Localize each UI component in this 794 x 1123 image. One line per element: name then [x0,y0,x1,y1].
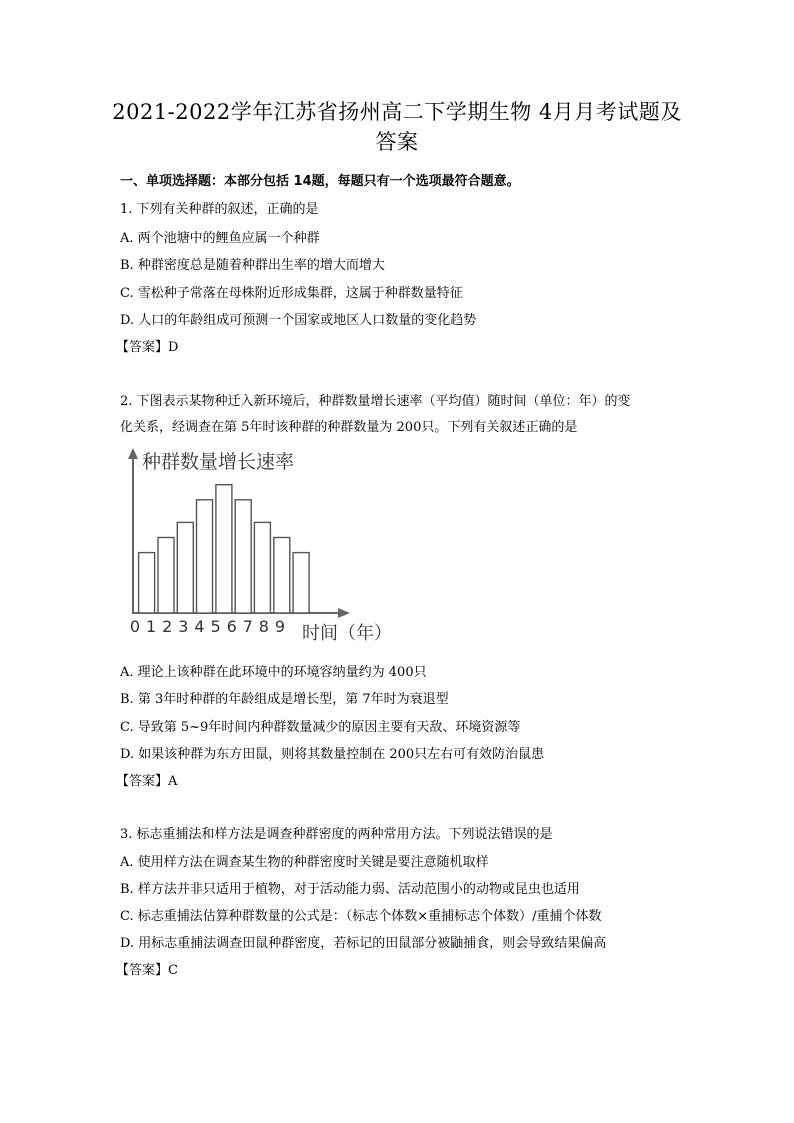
q3-option-a: A. 使用样方法在调查某生物的种群密度时关键是要注意随机取样 [120,855,489,870]
title-line-2: 答案 [375,130,419,154]
x-tick-5: 5 [210,617,221,636]
bar-year-9 [293,553,309,613]
q1-option-b: B. 种群密度总是随着种群出生率的增大而增大 [120,258,385,273]
q1-option-d: D. 人口的年龄组成可预测一个国家或地区人口数量的变化趋势 [120,313,477,328]
q3-option-d: D. 用标志重捕法调查田鼠种群密度，若标记的田鼠部分被鼬捕食，则会导致结果偏高 [120,936,607,951]
bar-year-8 [274,538,290,614]
bar-year-3 [177,522,193,613]
y-axis-label: 种群数量增长速率 [142,451,295,473]
q2-option-d: D. 如果该种群为东方田鼠，则将其数量控制在 200只左右可有效防治鼠患 [120,747,545,762]
growth-rate-chart [122,442,402,647]
x-tick-3: 3 [178,617,189,636]
bar-year-1 [139,553,155,613]
bar-year-5 [216,485,232,613]
q3-answer: 【答案】C [116,963,178,978]
bar-year-6 [235,500,251,613]
q1-stem: 1. 下列有关种群的叙述，正确的是 [120,202,319,217]
x-axis-arrow [338,608,350,618]
q2-stem-line-1: 2. 下图表示某物种迁入新环境后，种群数量增长速率（平均值）随时间（单位：年）的变 [120,394,631,409]
q1-option-c: C. 雪松种子常落在母株附近形成集群，这属于种群数量特征 [120,286,463,301]
section-heading: 一、单项选择题：本部分包括 14题，每题只有一个选项最符合题意。 [120,174,520,189]
q2-option-c: C. 导致第 5~9年时间内种群数量减少的原因主要有天敌、环境资源等 [120,720,521,735]
bar-year-7 [254,522,270,613]
x-tick-8: 8 [258,617,269,636]
bar-year-4 [197,500,213,613]
title-line-1: 2021-2022学年江苏省扬州高二下学期生物 4月月考试题及 [112,100,682,124]
x-tick-0: 0 [129,617,141,636]
q3-stem: 3. 标志重捕法和样方法是调查种群密度的两种常用方法。下列说法错误的是 [120,827,553,842]
x-tick-2: 2 [162,617,173,636]
q1-answer: 【答案】D [116,340,179,355]
x-tick-9: 9 [274,617,286,636]
q3-option-b: B. 样方法并非只适用于植物，对于活动能力弱、活动范围小的动物或昆虫也适用 [120,882,580,897]
q2-stem-line-2: 化关系，经调查在第 5年时该种群的种群数量为 200只。下列有关叙述正确的是 [120,420,578,435]
x-tick-6: 6 [226,617,237,636]
q1-option-a: A. 两个池塘中的鲤鱼应属一个种群 [120,231,320,246]
y-axis-arrow [128,448,138,459]
x-tick-1: 1 [146,617,157,636]
x-tick-7: 7 [242,617,253,636]
q2-option-b: B. 第 3年时种群的年龄组成是增长型，第 7年时为衰退型 [120,692,449,707]
x-tick-4: 4 [194,617,205,636]
document-title [60,97,734,157]
q2-option-a: A. 理论上该种群在此环境中的环境容纳量约为 400只 [120,665,427,680]
bar-year-2 [158,538,174,614]
q2-answer: 【答案】A [116,774,178,789]
x-axis-label: 时间（年） [302,623,392,644]
q3-option-c: C. 标志重捕法估算种群数量的公式是：（标志个体数×重捕标志个体数）/重捕个体数 [120,909,602,924]
